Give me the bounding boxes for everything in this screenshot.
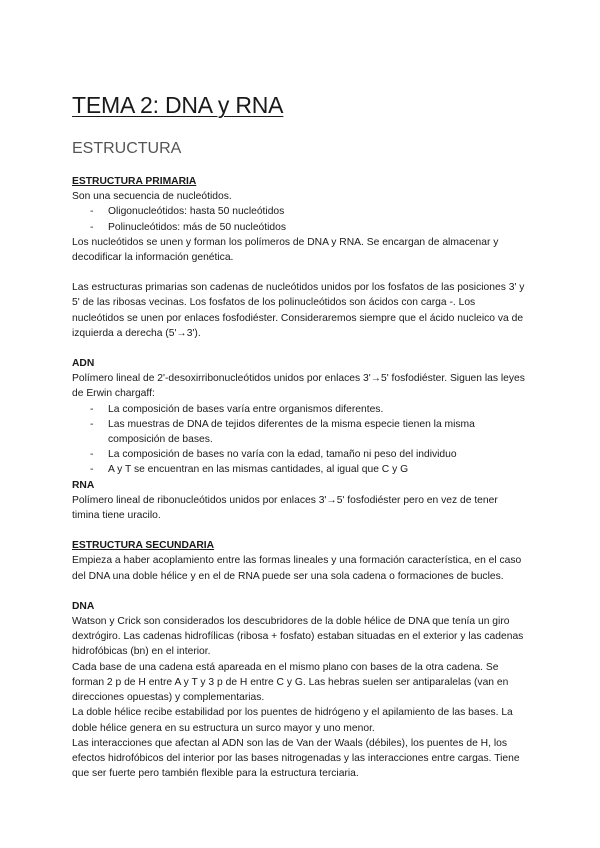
list-item: - Las muestras de DNA de tejidos diferentes de la misma especie tienen la misma composición de bases. bbox=[90, 417, 528, 447]
dna-paragraph: Cada base de una cadena está apareada en el mismo plano con bases de la otra cadena. Se forman 2 p de H entre A y T y 3 p de H entre C y G. Las hebras suelen ser antiparalelas (van en direcciones opuestas) y complementarias. bbox=[72, 661, 509, 704]
primaria-list bbox=[72, 204, 528, 234]
list-item: - A y T se encuentran en las mismas cantidades, al igual que C y G bbox=[90, 462, 528, 477]
adn-heading: ADN bbox=[72, 358, 95, 370]
list-item: - La composición de bases varía entre organismos diferentes. bbox=[90, 402, 528, 417]
list-item: - Polinucleótidos: más de 50 nucleótidos bbox=[90, 220, 528, 235]
page-title: TEMA 2: DNA y RNA bbox=[72, 92, 284, 118]
adn-paragraph: Polímero lineal de 2'-desoxirribonucleótidos unidos por enlaces 3'→5' fosfodiéster. Siguen las leyes de Erwin chargaff: bbox=[72, 373, 525, 400]
primaria-paragraph: Las estructuras primarias son cadenas de nucleótidos unidos por los fosfatos de las posiciones 3' y 5' de las ribosas vecinas. Los fosfatos de los polinucleótidos son ácidos con carga -. Los nucleótidos se unen por enlaces fosfodiéster. Consideraremos siempre que el ácido nucleico va de izquierda a derecha (5'→3'). bbox=[72, 282, 525, 339]
primaria-paragraph: Los nucleótidos se unen y forman los polímeros de DNA y RNA. Se encargan de almacenar y decodificar la información genética. bbox=[72, 236, 499, 264]
list-item: - La composición de bases no varía con la edad, tamaño ni peso del individuo bbox=[90, 447, 528, 462]
rna-heading: RNA bbox=[72, 479, 95, 491]
list-item: - Oligonucleótidos: hasta 50 nucleótidos bbox=[90, 204, 528, 219]
document-body bbox=[72, 174, 528, 781]
dna-paragraph: La doble hélice recibe estabilidad por los puentes de hidrógeno y el apilamiento de las bases. La doble hélice genera en su estructura un surco mayor y uno menor. bbox=[72, 707, 513, 734]
primaria-intro: Son una secuencia de nucleótidos. bbox=[72, 191, 232, 203]
dna-paragraph: Las interacciones que afectan al ADN son las de Van der Waals (débiles), los puentes de H, los efectos hidrofóbicos del interior por las bases nitrogenadas y las interacciones entre cargas. Tiene que ser fuerte pero también flexible para la estructura terciaria. bbox=[72, 737, 520, 780]
dna-heading: DNA bbox=[72, 600, 95, 612]
rna-paragraph: Polímero lineal de ribonucleótidos unidos por enlaces 3'→5' fosfodiéster pero en vez de tener timina tiene uracilo. bbox=[72, 494, 498, 522]
primaria-heading: ESTRUCTURA PRIMARIA bbox=[72, 176, 197, 187]
adn-list bbox=[72, 402, 528, 478]
dna-paragraph: Watson y Crick son considerados los descubridores de la doble hélice de DNA que tenía un giro dextrógiro. Las cadenas hidrofílicas (ribosa + fosfato) estaban situadas en el exterior y las cadenas hidrofóbicas (bn) en el interior. bbox=[72, 616, 524, 658]
secundaria-paragraph: Empieza a haber acoplamiento entre las formas lineales y una formación característica, en el caso del DNA una doble hélice y en el de RNA puede ser una sola cadena o formaciones de bucles. bbox=[72, 555, 522, 582]
secundaria-heading: ESTRUCTURA SECUNDARIA bbox=[72, 540, 215, 552]
section-heading: ESTRUCTURA bbox=[72, 140, 182, 157]
